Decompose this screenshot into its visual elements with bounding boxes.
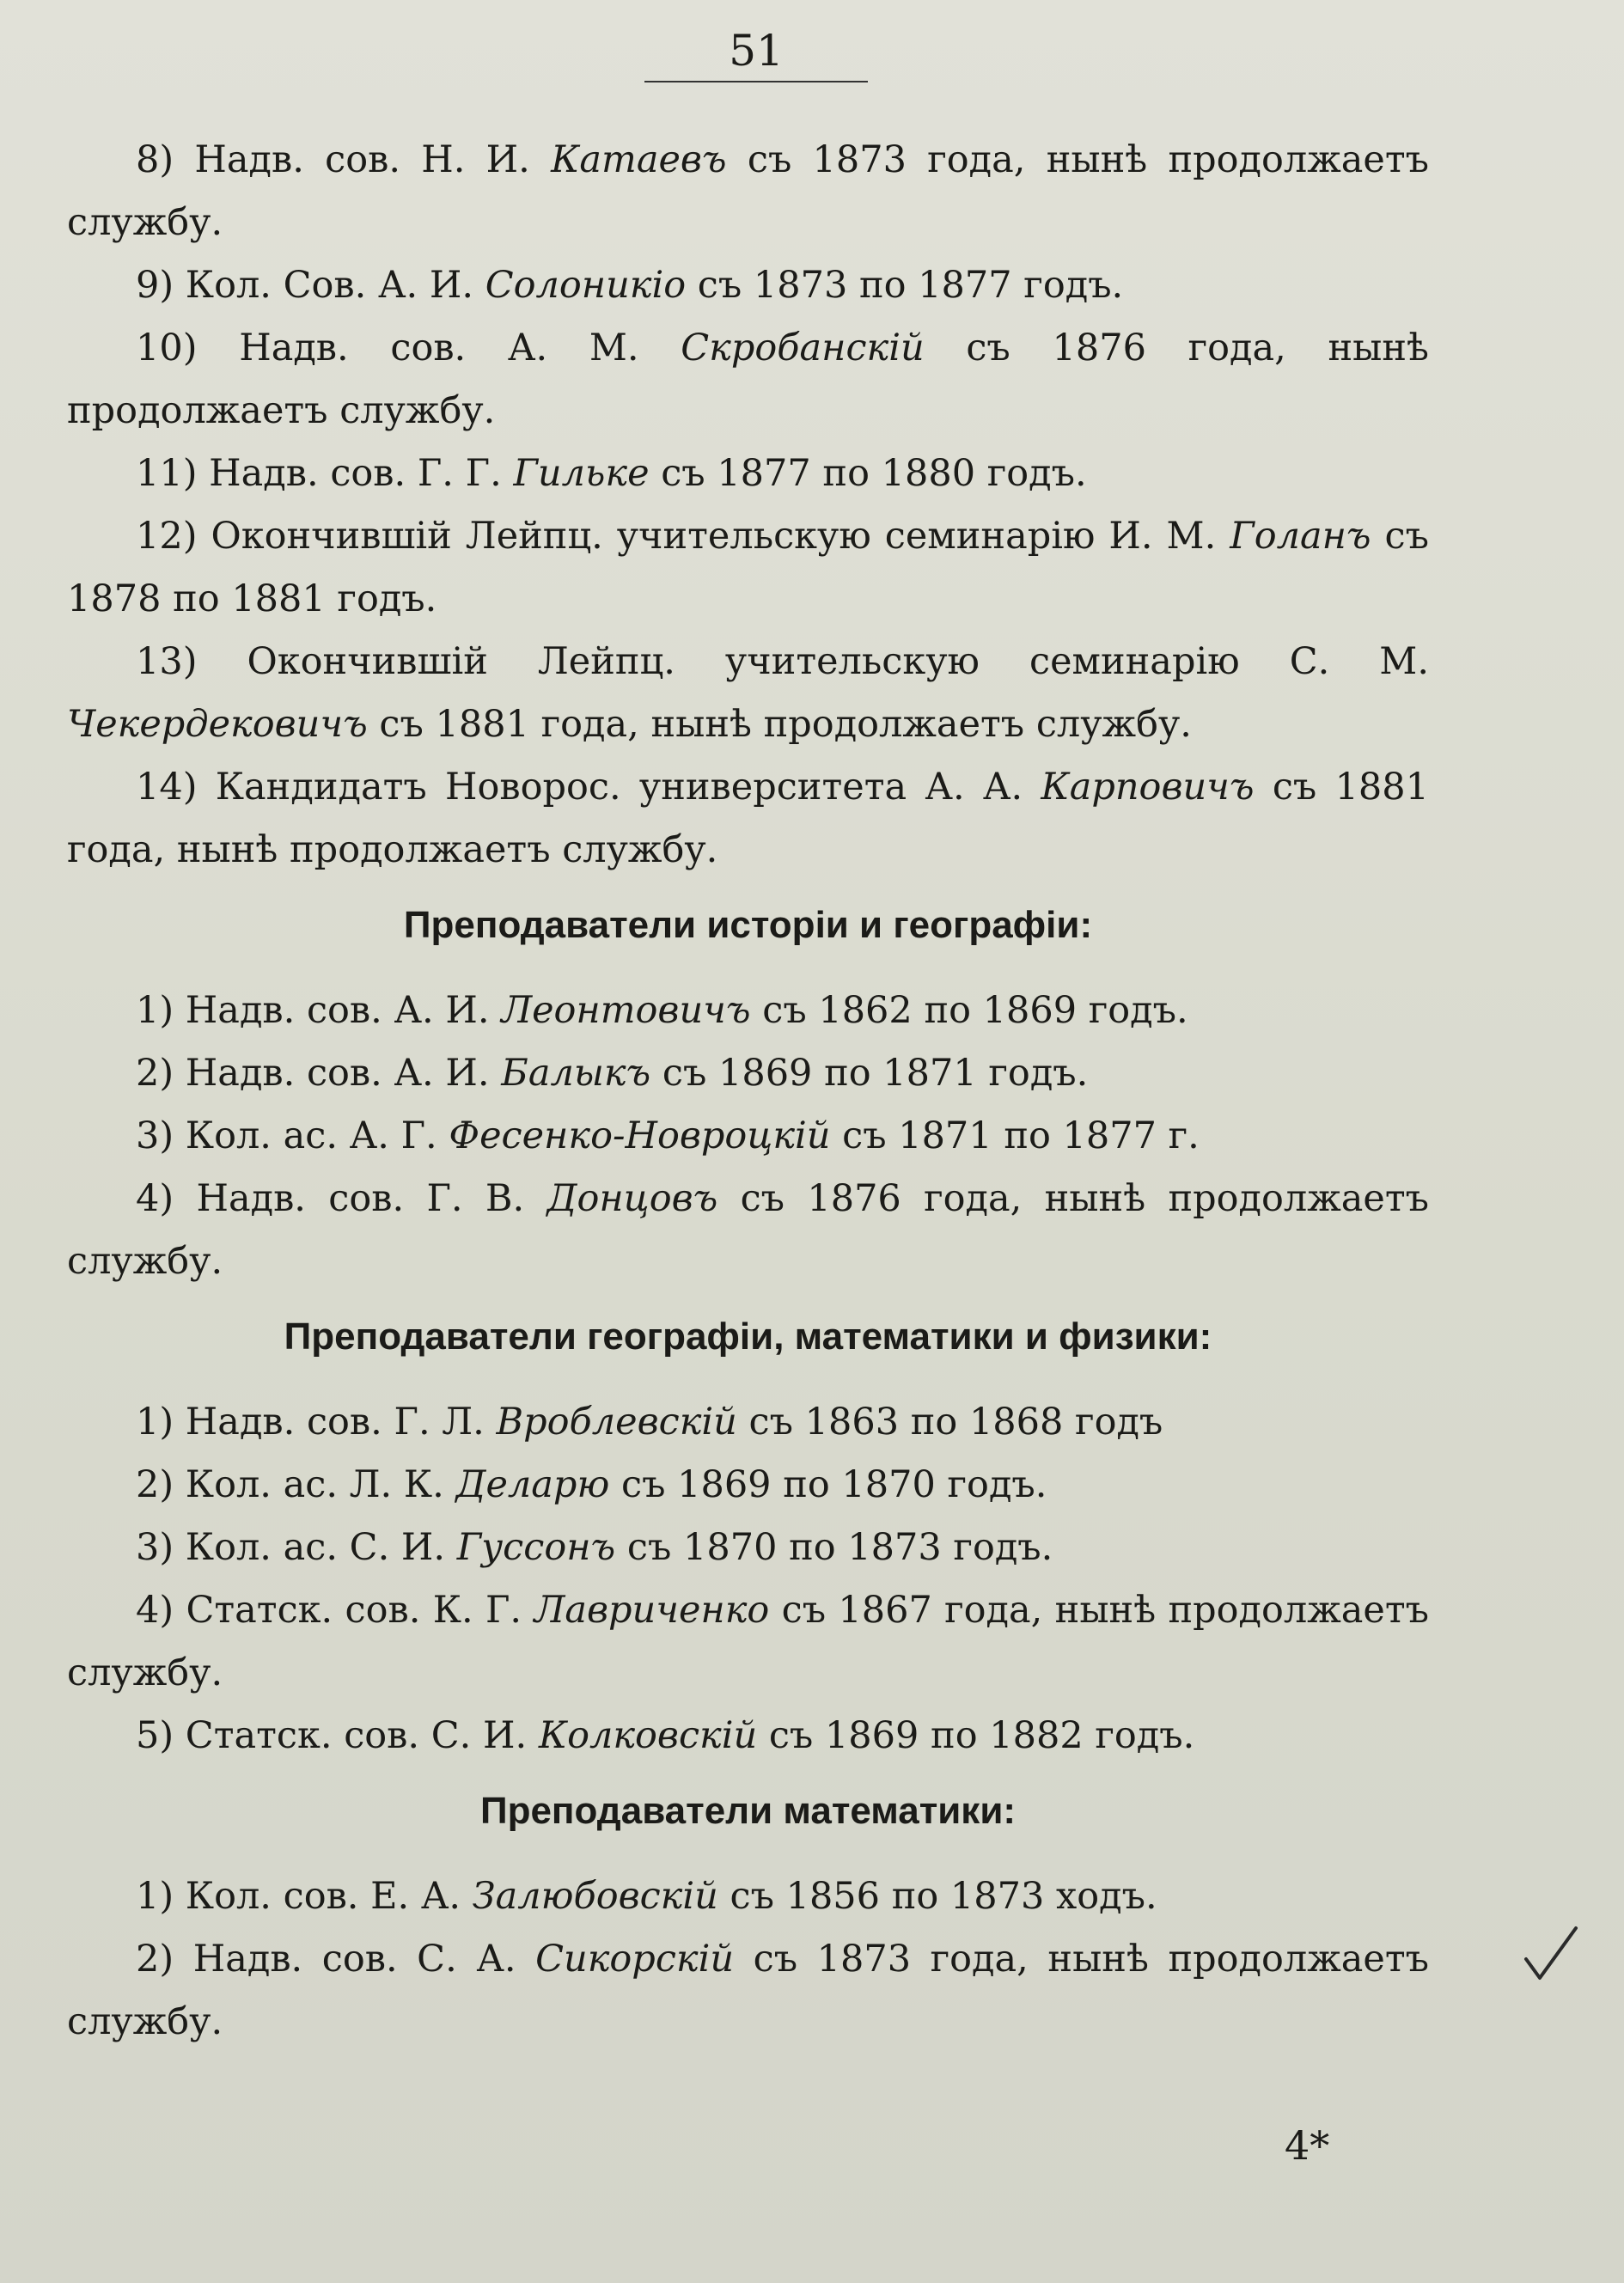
signature-mark: 4* [1285,2122,1330,2169]
staff-entry [67,254,1429,317]
section [67,129,1429,882]
entry-period: съ 1871 по 1877 г. [830,1114,1200,1157]
staff-entry [67,980,1429,1042]
entry-rank: 4) Надв. сов. Г. В. [136,1177,547,1220]
entry-period: съ 1878 по 1881 годъ. [67,515,1429,620]
section [67,1783,1429,2054]
entry-period: съ 1873 по 1877 годъ. [686,264,1124,307]
staff-entry [67,443,1429,505]
entry-surname: Деларю [455,1463,610,1506]
section-heading: Преподаватели исторіи и географіи: [403,904,1093,946]
entry-surname: Гуссонъ [456,1526,616,1569]
entry-surname: Сикорскій [535,1938,735,1981]
section [67,1309,1429,1767]
section-heading: Преподаватели географіи, математики и физики: [284,1315,1212,1358]
entry-rank: 14) Кандидатъ Новорос. университета А. А. [136,766,1041,809]
staff-entry [67,317,1429,443]
entry-period: съ 1856 по 1873 ходъ. [717,1875,1157,1918]
section [67,897,1429,1293]
entry-surname: Лавриченко [534,1589,770,1632]
entry-rank: 3) Кол. ас. А. Г. [136,1114,449,1157]
entry-rank: 8) Надв. сов. Н. И. [136,138,552,181]
entry-rank: 10) Надв. сов. А. М. [136,327,681,369]
entry-rank: 1) Надв. сов. Г. Л. [136,1401,497,1444]
staff-entry [67,1517,1429,1579]
entry-surname: Катаевъ [551,138,727,181]
staff-entry [67,1168,1429,1293]
entry-surname: Чекердековичъ [67,703,368,746]
entry-rank: 2) Кол. ас. Л. К. [136,1463,456,1506]
entry-surname: Колковскій [538,1714,758,1757]
entry-surname: Вроблевскій [496,1401,737,1444]
staff-entry [67,1705,1429,1767]
entry-rank: 2) Надв. сов. А. И. [136,1052,502,1095]
staff-entry [67,1042,1429,1105]
entry-surname: Скробанскій [681,327,925,369]
entry-rank: 13) Окончившій Лейпц. учительскую семинарію С. М. [136,640,1429,683]
entry-period: съ 1869 по 1871 годъ. [650,1052,1089,1095]
entry-surname: Фесенко-Новроцкій [449,1114,831,1157]
text-column [67,129,1429,2054]
entry-rank: 5) Статск. сов. С. И. [136,1714,539,1757]
entry-surname: Гильке [513,452,650,495]
staff-entry [67,1105,1429,1168]
staff-entry [67,756,1429,882]
section-heading: Преподаватели математики: [479,1790,1017,1832]
entry-rank: 4) Статск. сов. К. Г. [136,1589,534,1632]
staff-entry [67,631,1429,756]
entry-period: съ 1881 года, нынѣ продолжаетъ службу. [67,766,1429,871]
entry-period: съ 1873 года, нынѣ продолжаетъ службу. [67,1938,1429,2043]
entry-period: съ 1869 по 1870 годъ. [609,1463,1047,1506]
staff-entry [67,1579,1429,1705]
entry-rank: 12) Окончившій Лейпц. учительскую семинарію И. М. [136,515,1230,558]
entry-period: съ 1862 по 1869 годъ. [750,989,1188,1032]
staff-entry [67,1391,1429,1454]
entry-surname: Балыкъ [501,1052,651,1095]
entry-surname: Донцовъ [546,1177,718,1220]
entry-period: съ 1876 года, нынѣ продолжаетъ службу. [67,327,1429,432]
staff-entry [67,1454,1429,1517]
entry-rank: 1) Кол. сов. Е. А. [136,1875,473,1918]
staff-entry [67,1928,1429,2054]
entry-period: съ 1881 года, нынѣ продолжаетъ службу. [367,703,1192,746]
entry-surname: Залюбовскій [472,1875,718,1918]
entry-rank: 11) Надв. сов. Г. Г. [136,452,514,495]
entry-period: съ 1870 по 1873 годъ. [615,1526,1053,1569]
entry-rank: 3) Кол. ас. С. И. [136,1526,457,1569]
entry-period: съ 1869 по 1882 годъ. [757,1714,1195,1757]
entry-period: съ 1873 года, нынѣ продолжаетъ службу. [67,138,1429,244]
staff-entry [67,129,1429,254]
entry-period: съ 1876 года, нынѣ продолжаетъ службу. [67,1177,1429,1283]
entry-rank: 2) Надв. сов. С. А. [136,1938,536,1981]
entry-surname: Карповичъ [1041,766,1255,809]
entry-surname: Солоникіо [485,264,687,307]
staff-entry [67,1865,1429,1928]
entry-rank: 9) Кол. Сов. А. И. [136,264,485,307]
entry-period: съ 1867 года, нынѣ продолжаетъ службу. [67,1589,1429,1694]
entry-rank: 1) Надв. сов. А. И. [136,989,502,1032]
page-number: 51 [644,26,868,82]
entry-period: съ 1877 по 1880 годъ. [649,452,1087,495]
check-mark-icon [1521,1925,1581,1985]
entry-period: съ 1863 по 1868 годъ [736,1401,1163,1444]
staff-entry [67,505,1429,631]
entry-surname: Леонтовичъ [501,989,751,1032]
entry-surname: Голанъ [1230,515,1371,558]
